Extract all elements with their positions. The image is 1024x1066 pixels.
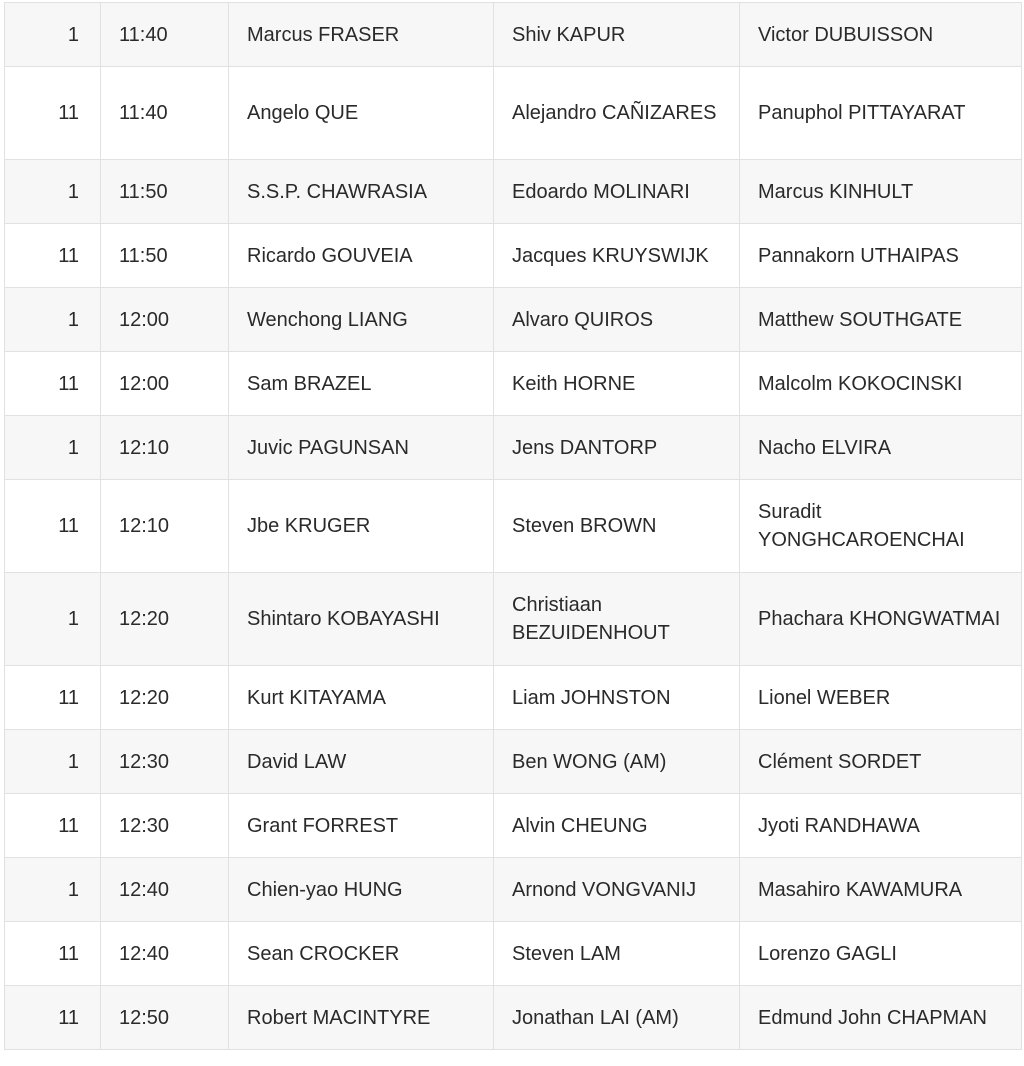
time-cell: 12:40: [101, 922, 229, 986]
player-cell: Keith HORNE: [494, 352, 740, 416]
time-cell: 11:40: [101, 67, 229, 160]
table-row: [5, 573, 1022, 666]
time-cell: 11:50: [101, 224, 229, 288]
table-row: [5, 416, 1022, 480]
tee-cell: 11: [5, 666, 101, 730]
table-row: [5, 67, 1022, 160]
table-row: [5, 666, 1022, 730]
time-cell: 12:30: [101, 730, 229, 794]
table-row: [5, 730, 1022, 794]
table-row: [5, 3, 1022, 67]
player-cell: Matthew SOUTHGATE: [740, 288, 1022, 352]
table-row: [5, 858, 1022, 922]
player-cell: S.S.P. CHAWRASIA: [229, 160, 494, 224]
player-cell: Edmund John CHAPMAN: [740, 986, 1022, 1050]
tee-cell: 1: [5, 160, 101, 224]
player-cell: Sean CROCKER: [229, 922, 494, 986]
player-cell: Steven LAM: [494, 922, 740, 986]
player-cell: Shintaro KOBAYASHI: [229, 573, 494, 666]
time-cell: 12:20: [101, 666, 229, 730]
tee-cell: 11: [5, 480, 101, 573]
player-cell: Juvic PAGUNSAN: [229, 416, 494, 480]
time-cell: 12:00: [101, 288, 229, 352]
time-cell: 11:50: [101, 160, 229, 224]
time-cell: 12:00: [101, 352, 229, 416]
player-cell: Lionel WEBER: [740, 666, 1022, 730]
table-row: [5, 922, 1022, 986]
player-cell: Jonathan LAI (AM): [494, 986, 740, 1050]
tee-cell: 11: [5, 67, 101, 160]
tee-cell: 1: [5, 3, 101, 67]
player-cell: Phachara KHONGWATMAI: [740, 573, 1022, 666]
player-cell: Chien-yao HUNG: [229, 858, 494, 922]
tee-cell: 11: [5, 986, 101, 1050]
player-cell: Ben WONG (AM): [494, 730, 740, 794]
player-cell: Malcolm KOKOCINSKI: [740, 352, 1022, 416]
tee-cell: 11: [5, 352, 101, 416]
player-cell: Marcus KINHULT: [740, 160, 1022, 224]
time-cell: 12:10: [101, 416, 229, 480]
player-cell: Jyoti RANDHAWA: [740, 794, 1022, 858]
player-cell: Marcus FRASER: [229, 3, 494, 67]
player-cell: Edoardo MOLINARI: [494, 160, 740, 224]
player-cell: Sam BRAZEL: [229, 352, 494, 416]
player-cell: Alvin CHEUNG: [494, 794, 740, 858]
player-cell: Victor DUBUISSON: [740, 3, 1022, 67]
tee-times-table: [4, 2, 1022, 1050]
tee-cell: 1: [5, 573, 101, 666]
player-cell: Pannakorn UTHAIPAS: [740, 224, 1022, 288]
player-cell: Lorenzo GAGLI: [740, 922, 1022, 986]
player-cell: Wenchong LIANG: [229, 288, 494, 352]
time-cell: 12:20: [101, 573, 229, 666]
table-row: [5, 352, 1022, 416]
player-cell: Masahiro KAWAMURA: [740, 858, 1022, 922]
player-cell: Shiv KAPUR: [494, 3, 740, 67]
table-row: [5, 986, 1022, 1050]
player-cell: Suradit YONGHCAROENCHAI: [740, 480, 1022, 573]
table-row: [5, 480, 1022, 573]
time-cell: 12:30: [101, 794, 229, 858]
player-cell: Alejandro CAÑIZARES: [494, 67, 740, 160]
player-cell: Nacho ELVIRA: [740, 416, 1022, 480]
player-cell: Panuphol PITTAYARAT: [740, 67, 1022, 160]
player-cell: Alvaro QUIROS: [494, 288, 740, 352]
table-row: [5, 160, 1022, 224]
time-cell: 12:40: [101, 858, 229, 922]
tee-cell: 1: [5, 416, 101, 480]
player-cell: Grant FORREST: [229, 794, 494, 858]
player-cell: Angelo QUE: [229, 67, 494, 160]
player-cell: Ricardo GOUVEIA: [229, 224, 494, 288]
tee-cell: 11: [5, 922, 101, 986]
tee-cell: 11: [5, 794, 101, 858]
player-cell: Arnond VONGVANIJ: [494, 858, 740, 922]
tee-cell: 1: [5, 730, 101, 794]
tee-cell: 1: [5, 288, 101, 352]
time-cell: 11:40: [101, 3, 229, 67]
table-row: [5, 288, 1022, 352]
player-cell: Jens DANTORP: [494, 416, 740, 480]
table-row: [5, 794, 1022, 858]
player-cell: Kurt KITAYAMA: [229, 666, 494, 730]
player-cell: Jbe KRUGER: [229, 480, 494, 573]
player-cell: Christiaan BEZUIDENHOUT: [494, 573, 740, 666]
tee-cell: 1: [5, 858, 101, 922]
time-cell: 12:50: [101, 986, 229, 1050]
player-cell: Steven BROWN: [494, 480, 740, 573]
player-cell: Clément SORDET: [740, 730, 1022, 794]
table-row: [5, 224, 1022, 288]
player-cell: Liam JOHNSTON: [494, 666, 740, 730]
player-cell: David LAW: [229, 730, 494, 794]
tee-cell: 11: [5, 224, 101, 288]
player-cell: Jacques KRUYSWIJK: [494, 224, 740, 288]
time-cell: 12:10: [101, 480, 229, 573]
player-cell: Robert MACINTYRE: [229, 986, 494, 1050]
